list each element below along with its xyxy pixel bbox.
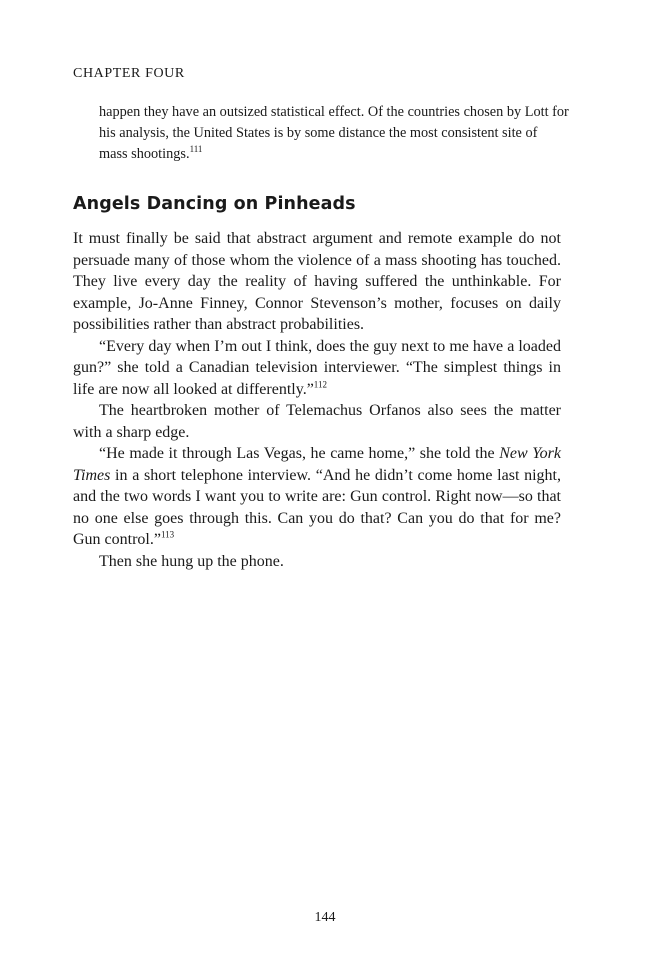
body-text <box>73 228 561 572</box>
paragraph-3: The heartbroken mother of Telemachus Orfanos also sees the matter with a sharp edge. <box>73 402 561 441</box>
paragraph-2 <box>73 336 561 401</box>
running-head: CHAPTER FOUR <box>73 66 185 81</box>
block-quote-text: happen they have an outsized statistical effect. Of the countries chosen by Lott for his analysis, the United States is by some distance the most consistent site of mass shootings. <box>99 104 569 162</box>
publication-title: New York Times <box>73 445 562 484</box>
paragraph-4 <box>73 443 561 551</box>
paragraph-4-text-after: in a short telephone interview. “And he didn’t come home last night, and the two words I want you to write are: Gun control. Right now—so that no one else goes through this. Can you do that? Can you do that for me? Gun control.” <box>73 466 561 548</box>
paragraph-2-text: “Every day when I’m out I think, does the guy next to me have a loaded gun?” she told a Canadian television interviewer. “The simplest things in life are now all looked at differently.” <box>73 337 561 398</box>
block-quote <box>99 102 569 165</box>
paragraph-1: It must finally be said that abstract argument and remote example do not persuade many of those whom the violence of a mass shooting has touched. They live every day the reality of having suffered the unthinkable. For example, Jo-Anne Finney, Connor Stevenson’s mother, focuses on daily possibilities rather than abstract probabilities. <box>73 230 561 333</box>
paragraph-5: Then she hung up the phone. <box>99 552 284 570</box>
page-number: 144 <box>314 910 336 925</box>
footnote-ref-112: 112 <box>313 379 327 390</box>
paragraph-4-text-before: “He made it through Las Vegas, he came home,” she told the <box>99 445 500 462</box>
block-quote-paragraph <box>99 102 569 165</box>
section-heading: Angels Dancing on Pinheads <box>73 194 356 214</box>
footnote-ref-113: 113 <box>160 529 175 540</box>
footnote-ref-111: 111 <box>189 144 203 155</box>
